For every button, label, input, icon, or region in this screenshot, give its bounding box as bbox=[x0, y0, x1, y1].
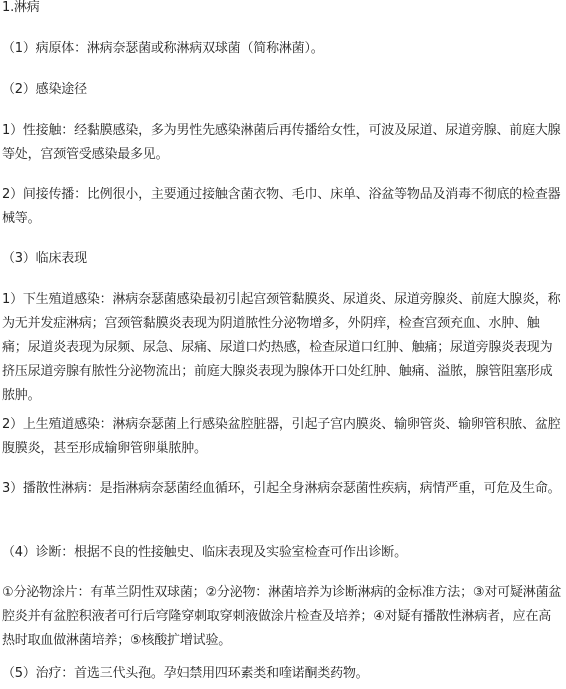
paragraph-disseminated: 3）播散性淋病：是指淋病奈瑟菌经血循环，引起全身淋病奈瑟菌性疾病，病情严重，可危及生命。 bbox=[2, 481, 561, 496]
paragraph-indirect-transmission: 2）间接传播：比例很小，主要通过接触含菌衣物、毛巾、床单、浴盆等物品及消毒不彻底的检查器械等。 bbox=[2, 187, 561, 226]
paragraph-diagnosis: （4）诊断：根据不良的性接触史、临床表现及实验室检查可作出诊断。 bbox=[2, 545, 407, 560]
paragraph-transmission-heading: （2）感染途径 bbox=[2, 82, 87, 97]
paragraph-lower-tract: 1）下生殖道感染：淋病奈瑟菌感染最初引起宫颈管黏膜炎、尿道炎、尿道旁腺炎、前庭大腺炎，称为无并发症淋病；宫颈管黏膜炎表现为阴道脓性分泌物增多，外阴痒，检查宫颈充血、水肿、触痛；尿道炎表现为尿频、尿急、尿痛、尿道口灼热感，检查尿道口红肿、触痛；尿道旁腺炎表现为挤压尿道旁腺有脓性分泌物流出；前庭大腺炎表现为腺体开口处红肿、触痛、溢脓，腺管阻塞形成脓肿。 bbox=[2, 292, 561, 403]
paragraph-upper-tract: 2）上生殖道感染：淋病奈瑟菌上行感染盆腔脏器，引起子宫内膜炎、输卵管炎、输卵管积脓、盆腔腹膜炎，甚至形成输卵管卵巢脓肿。 bbox=[2, 417, 561, 456]
paragraph-clinical-heading: （3）临床表现 bbox=[2, 251, 87, 266]
paragraph-diagnosis-methods: ①分泌物涂片：有革兰阴性双球菌；②分泌物：淋菌培养为诊断淋病的金标准方法；③对可疑淋菌盆腔炎并有盆腔积液者可行后穹隆穿刺取穿刺液做涂片检查及培养；④对疑有播散性淋病者，应在高热时取血做淋菌培养；⑤核酸扩增试验。 bbox=[2, 585, 562, 648]
section-title: 1.淋病 bbox=[2, 0, 40, 15]
paragraph-pathogen: （1）病原体：淋病奈瑟菌或称淋病双球菌（简称淋菌）。 bbox=[2, 41, 324, 56]
paragraph-treatment: （5）治疗：首选三代头孢。孕妇禁用四环素类和喹诺酮类药物。 bbox=[2, 666, 369, 681]
paragraph-sexual-contact: 1）性接触：经黏膜感染，多为男性先感染淋菌后再传播给女性，可波及尿道、尿道旁腺、前庭大腺等处，宫颈管受感染最多见。 bbox=[2, 123, 561, 162]
